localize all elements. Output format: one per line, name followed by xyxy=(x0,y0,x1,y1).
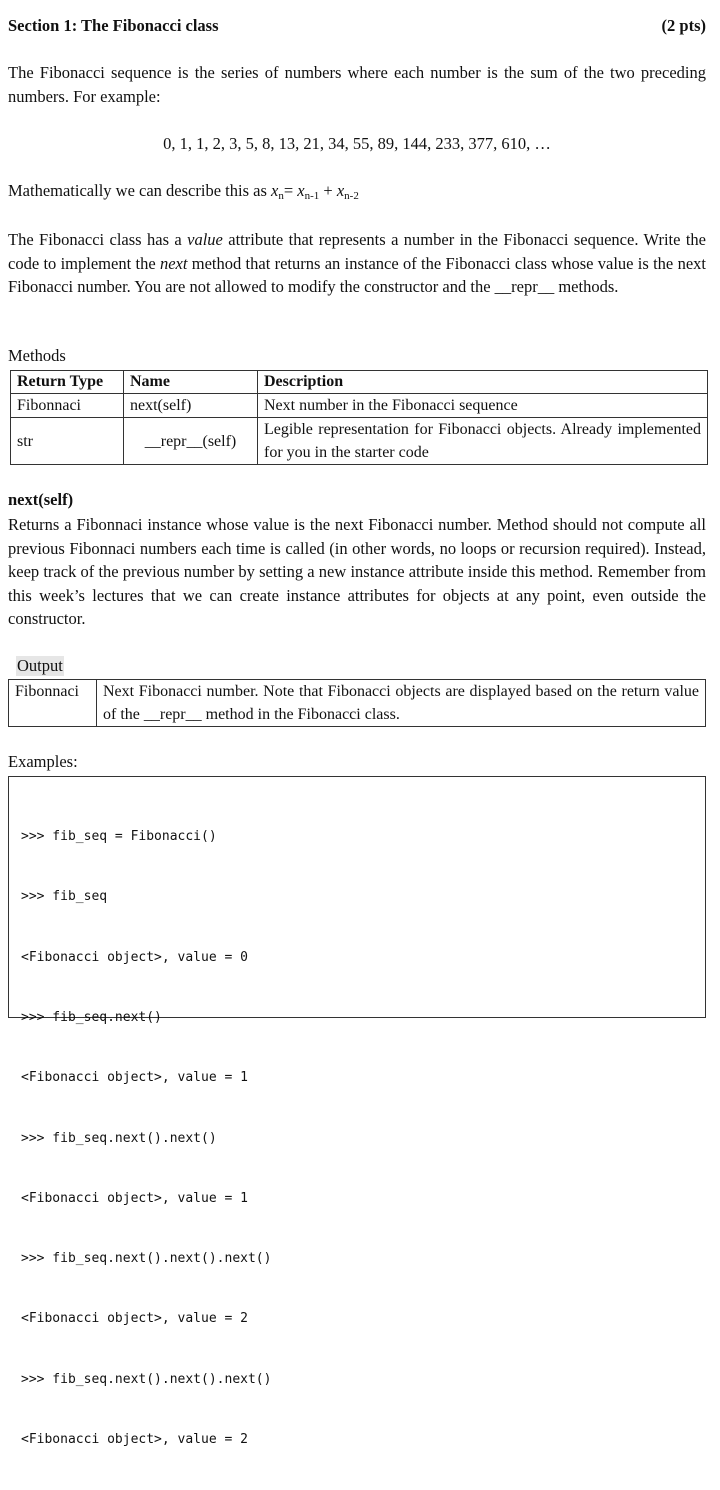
output-type: Fibonnaci xyxy=(9,680,97,727)
next-method-title: next(self) xyxy=(8,490,74,509)
section-points: (2 pts) xyxy=(661,16,706,35)
methods-table xyxy=(10,370,708,465)
code-line: <Fibonacci object>, value = 1 xyxy=(21,1190,248,1206)
header-name: Name xyxy=(124,371,258,394)
output-description: Next Fibonacci number. Note that Fibonacci objects are displayed based on the return value of the __repr__ method in the Fibonacci class. xyxy=(97,680,706,727)
row1-name: next(self) xyxy=(124,394,258,418)
class-desc-part2: attribute that represents a number in the Fibonacci sequence. Write the code to implement the xyxy=(8,230,707,273)
formula-equals: = xyxy=(283,181,298,200)
code-example-box xyxy=(8,776,706,1447)
table-header-row xyxy=(11,371,708,394)
table-row xyxy=(11,394,708,418)
header-return-type: Return Type xyxy=(11,371,124,394)
row2-description: Legible representation for Fibonacci objects. Already implemented for you in the starter code xyxy=(258,418,708,465)
formula-sub-n1: n-1 xyxy=(304,190,320,202)
formula-var-n: x xyxy=(271,181,279,200)
code-line: >>> fib_seq.next() xyxy=(21,1010,162,1026)
table-row xyxy=(9,680,706,727)
fibonacci-sequence-example: 0, 1, 1, 2, 3, 5, 8, 13, 21, 34, 55, 89, 144, 233, 377, 610, … xyxy=(163,134,551,153)
formula-prefix: Mathematically we can describe this as xyxy=(8,181,271,200)
formula-var-n1: x xyxy=(297,181,305,200)
next-method-description: Returns a Fibonnaci instance whose value is the next Fibonacci number. Method should not compute all previous Fibonnaci numbers each time is called (in other words, no loops or recursion required). Instead, keep track of the previous number by setting a new instance attribute inside this method. Remember from this week’s lectures that we can create instance attributes for objects at any point, even outside the constructor. xyxy=(8,515,706,628)
class-description-paragraph xyxy=(8,228,706,299)
class-desc-next-word: next xyxy=(159,253,188,273)
examples-label: Examples: xyxy=(8,752,78,771)
output-label: Output xyxy=(17,656,63,675)
formula-var-n2: x xyxy=(336,181,345,200)
class-desc-value-word: value xyxy=(187,230,223,249)
class-desc-part3: method that returns an instance of the Fibonacci class whose value is the next Fibonacci number. You are not allowed to modify the constructor and the __repr__ methods. xyxy=(8,253,706,296)
formula-sub-n: n xyxy=(278,190,284,202)
formula-plus: + xyxy=(319,181,337,200)
formula-sub-n2: n-2 xyxy=(344,190,359,202)
table-row xyxy=(11,418,708,465)
code-line: <Fibonacci object>, value = 2 xyxy=(21,1311,248,1327)
code-line: >>> fib_seq = Fibonacci() xyxy=(21,829,217,845)
row2-return-type: str xyxy=(11,418,124,465)
row1-return-type: Fibonnaci xyxy=(11,394,124,418)
code-line: <Fibonacci object>, value = 2 xyxy=(21,1432,248,1447)
code-line: <Fibonacci object>, value = 0 xyxy=(21,949,248,965)
header-description: Description xyxy=(258,371,708,394)
code-line: >>> fib_seq.next().next() xyxy=(21,1130,217,1146)
code-line: >>> fib_seq.next().next().next() xyxy=(21,1371,272,1387)
code-line: >>> fib_seq.next().next().next() xyxy=(21,1251,272,1267)
output-table xyxy=(8,679,706,727)
recurrence-formula xyxy=(8,181,359,202)
code-line: <Fibonacci object>, value = 1 xyxy=(21,1070,248,1086)
class-desc-part1: The Fibonacci class has a xyxy=(8,230,188,249)
methods-label: Methods xyxy=(8,346,66,365)
row2-name: __repr__(self) xyxy=(124,418,258,465)
section-header xyxy=(8,16,706,38)
row1-description: Next number in the Fibonacci sequence xyxy=(258,394,708,418)
code-line: >>> fib_seq xyxy=(21,889,108,905)
section-title: Section 1: The Fibonacci class xyxy=(8,16,219,35)
intro-paragraph: The Fibonacci sequence is the series of numbers where each number is the sum of the two preceding numbers. For example: xyxy=(8,63,706,106)
